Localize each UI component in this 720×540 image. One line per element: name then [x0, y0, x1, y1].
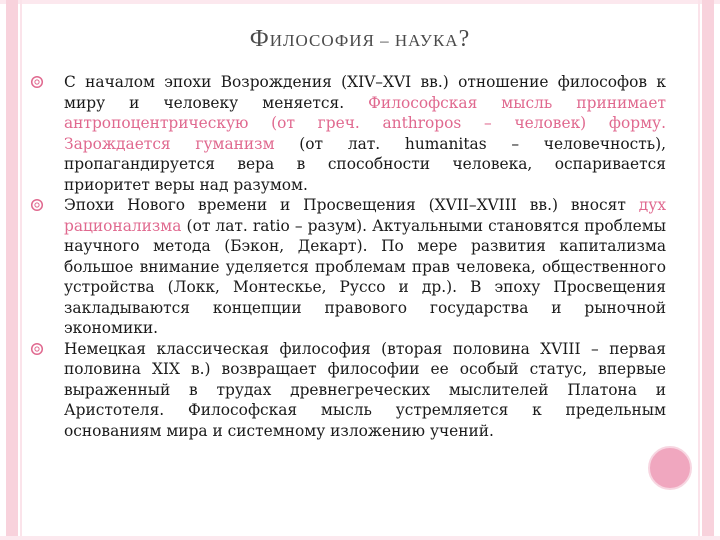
bullet-list: [30, 72, 666, 441]
frame-right-inner-line: [698, 0, 700, 540]
title-question: ?: [458, 26, 471, 52]
frame-left-inner-line: [20, 0, 22, 540]
frame-top-border: [0, 0, 720, 4]
title-first-letter: Ф: [249, 26, 270, 52]
bullet-enlightenment: [30, 195, 666, 339]
bullet-highlight: Философская мысль принимает антропоцентрическую (от греч. anthropos – человек) форму. Зарождается гуманизм: [64, 93, 666, 153]
bullet-text: Немецкая классическая философия (вторая половина XVIII – первая половина XIX в.) возвращает философии ее особый статус, впервые выраженный в трудах древнегреческих мыслителей Платона и Аристотеля. Философская мысль устремляется к предельным основаниям мира и системному изложению учений.: [64, 339, 666, 440]
bullet-renaissance: [30, 72, 666, 195]
frame-bottom-border: [0, 536, 720, 540]
title-part2: НАУКА: [394, 31, 459, 50]
bullet-text: (от лат. humanitas – человечность), пропагандируется вера в способности человека, оспаривается приоритет веры над разумом.: [64, 134, 667, 194]
decorative-circle: [648, 446, 692, 490]
frame-right-border: [702, 0, 714, 540]
circle-bullet-icon: [30, 75, 44, 89]
frame-left-border: [6, 0, 18, 540]
title-part1: ИЛОСОФИЯ: [269, 31, 375, 50]
title-dash: –: [374, 31, 395, 50]
circle-bullet-icon: [30, 342, 44, 356]
bullet-text: С началом эпохи Возрождения (XIV–XVI вв.) отношение философов к миру и человеку меняется.: [64, 73, 666, 112]
slide-title: [0, 26, 720, 53]
bullet-german-classical: [30, 339, 666, 442]
bullet-highlight: дух рационализма: [64, 196, 666, 235]
bullet-text: (от лат. ratio – разум). Актуальными становятся проблемы научного метода (Бэкон, Декарт). По мере развития капитализма большое внимание уделяется проблемам прав человека, общественного устройства (Локк, Монтескье, Руссо и др.). В эпоху Просвещения закладываются концепции правового государства и рыночной экономики.: [64, 216, 666, 337]
circle-bullet-icon: [30, 198, 44, 212]
bullet-text: Эпохи Нового времени и Просвещения (XVII–XVIII вв.) вносят: [64, 196, 639, 214]
